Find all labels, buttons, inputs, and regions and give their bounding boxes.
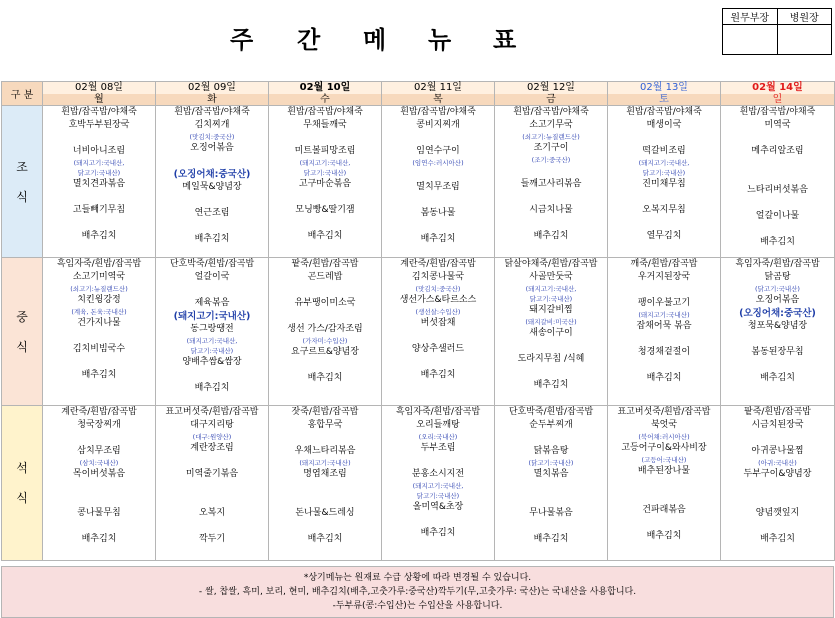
menu-item: 우거지된장국 [637,272,691,282]
origin-note: (조기:중국산) [531,156,571,164]
menu-item [495,217,607,230]
menu-item: 진미채무침 [642,179,686,189]
menu-item [43,191,155,204]
origin-note: (닭고기:국내산) [528,459,574,467]
menu-item: 닭곰탕 [764,272,791,282]
origin-note: (돼지갈비:미국산) [525,318,577,326]
menu-item: 멸치견과볶음 [72,179,126,189]
menu-item [721,197,834,210]
breakfast-row [2,106,835,258]
origin-note: (돼지고기:국내산) [173,311,251,322]
menu-item: 배추된장나물 [637,466,691,476]
menu-item: 얼갈이국 [194,272,230,282]
origin-note: (오징어채:중국산) [739,308,816,319]
menu-item: 떡갈비조림 [642,146,686,156]
menu-item [608,284,720,297]
menu-item: 메일묵&양념장 [182,182,242,192]
menu-item [382,514,494,527]
menu-item: 계란죽/흰밥/잡곡밥 [61,407,137,417]
menu-item [495,432,607,445]
gubun-label: 구 분 [2,82,43,106]
origin-note: (돼지고기:국내산, [299,159,351,167]
menu-item: 멸치볶음 [533,469,569,479]
origin-note: (맛김치:중국산) [189,133,235,141]
menu-item [43,432,155,445]
menu-item [608,191,720,204]
menu-item [721,432,834,445]
menu-item: 배추김치 [81,534,117,544]
weekly-menu-table [1,81,835,561]
menu-item: 고들빼기무침 [72,205,126,215]
menu-item: 우채느타리볶음 [294,446,356,456]
menu-item: 닭볶음탕 [533,446,569,456]
meal-label-char: 석 [16,461,28,475]
menu-item: 배추김치 [307,534,343,544]
menu-item [43,217,155,230]
meal-label-char: 조 [16,159,28,174]
menu-item: 배추김치 [760,534,795,544]
menu-item [156,520,268,533]
menu-item: 치킨윙강정 [77,295,121,305]
menu-item [495,494,607,507]
menu-cell [269,258,382,406]
menu-item: 양상추샐러드 [411,344,465,354]
menu-item [269,432,381,445]
menu-item: 소고기무국 [529,120,573,130]
menu-item: 고등어구이&와사비장 [621,443,707,453]
menu-item [43,494,155,507]
menu-item: 오리들깨탕 [416,420,460,430]
menu-cell [269,406,382,561]
menu-item: 단호박죽/흰밥/잡곡밥 [169,259,255,269]
menu-cell [608,406,721,561]
menu-cell [495,406,608,561]
menu-item: 배추김치 [420,528,456,538]
menu-item: 열무김치 [646,231,682,241]
menu-item: 배추김치 [760,237,795,247]
menu-item [608,359,720,372]
menu-item [156,194,268,207]
menu-item [495,340,607,353]
menu-cell [156,258,269,406]
menu-item: 새송이구이 [529,328,573,338]
menu-item: 고구마순볶음 [298,179,352,189]
menu-item [721,223,834,236]
origin-note: (맛김치:중국산) [415,285,461,293]
origin-note: (임연수:러시아산) [412,159,464,167]
menu-item: 흑임자죽/흰밥/잡곡밥 [56,259,142,269]
menu-item [382,455,494,468]
menu-item: 오징어볶음 [755,295,800,305]
origin-note: (돼지고기:국내산, [638,159,690,167]
approval-header-director: 병원장 [777,9,832,25]
menu-item: 미트볼피망조림 [294,146,356,156]
origin-note: (돼지고기:국내산, [412,482,464,490]
title-char: 표 [493,26,517,54]
menu-item [721,481,834,494]
menu-item: 도라지무침 /식혜 [517,354,585,364]
approval-sign-manager[interactable] [723,25,778,55]
menu-item: 연근조림 [194,208,230,218]
menu-item [156,494,268,507]
origin-note: (돼지고기:국내산, [73,159,125,167]
menu-item: 생선 가스/감자조림 [287,324,363,334]
menu-item: 팽이우불고기 [637,298,691,308]
origin-note: 닭고기:국내산) [529,295,573,303]
origin-note: (아귀:국내산) [758,459,797,467]
menu-item: 목이버섯볶음 [72,469,126,479]
origin-note: (북어채:러시아산) [638,433,690,441]
origin-note: (삼치:국내산) [79,459,119,467]
menu-item: 오징어볶음 [190,143,234,153]
menu-item: 배추김치 [646,373,682,383]
menu-item: 동그랑땡전 [190,324,234,334]
menu-item [43,520,155,533]
page-title [200,20,560,58]
menu-item: 유부땡이미소국 [294,298,356,308]
menu-item [382,356,494,369]
menu-item [43,481,155,494]
menu-item: 배추김치 [533,534,569,544]
menu-item [495,165,607,178]
menu-item [495,520,607,533]
origin-note: (돼지고기:국내산, [525,285,577,293]
menu-item [721,132,834,145]
menu-cell [721,406,835,561]
footer-note: *상기메뉴는 원재료 수급 상황에 따라 변경될 수 있습니다. [303,573,532,583]
menu-item: 잡채어묵 볶음 [636,321,692,331]
menu-item: 요구르트&양념장 [291,347,359,357]
menu-item: 계란장조림 [190,443,234,453]
menu-item: 흰밥/잡곡밥/야채죽 [400,107,476,117]
menu-item: 모닝빵&딸기잼 [295,205,355,215]
menu-item: 흰밥/잡곡밥/야채죽 [626,107,702,117]
menu-item [156,284,268,297]
meal-label-char: 식 [16,189,28,204]
menu-item [721,333,834,346]
menu-item: 단호박죽/흰밥/잡곡밥 [508,407,594,417]
menu-cell [43,258,156,406]
day-header-row [2,82,835,106]
footer-notes [1,566,834,618]
menu-item [608,478,720,491]
menu-item: 계란죽/흰밥/잡곡밥 [400,259,476,269]
menu-item: 무채들깨국 [303,120,347,130]
menu-item: 깍두기 [198,534,226,544]
menu-item: 배추김치 [760,373,795,383]
day-header-sunday: 02월 14일 일 [721,82,835,106]
menu-item: 조기구이 [533,143,569,153]
menu-cell [608,106,721,258]
menu-item: 콩나물무침 [77,508,121,518]
menu-item [608,491,720,504]
menu-item: 제육볶음 [194,298,230,308]
menu-item: 소고기미역국 [72,272,126,282]
menu-item: 흑임자죽/흰밥/잡곡밥 [395,407,481,417]
menu-item [721,158,834,171]
menu-item: 배추김치 [307,373,343,383]
menu-item: 버섯잡채 [420,318,456,328]
title-char: 간 [297,26,321,54]
origin-note: 닭고기:국내산) [77,169,121,177]
day-header: 02월 11일 목 [382,82,495,106]
menu-item: 생선가스&타르소스 [399,295,477,305]
origin-note: (오징어채:중국산) [173,169,251,180]
menu-item: 깨죽/흰밥/잡곡밥 [630,259,698,269]
menu-cell [43,406,156,561]
meal-label-char: 식 [16,339,28,354]
menu-cell [495,106,608,258]
title-char: 뉴 [428,26,452,54]
day-header: 02월 09일 화 [156,82,269,106]
origin-note: (돼지고기:국내산) [638,311,690,319]
menu-item: 건파래볶음 [642,505,686,515]
origin-note: (고등어:국내산) [641,456,687,464]
menu-item: 배추김치 [307,231,343,241]
menu-item [495,191,607,204]
menu-item [156,220,268,233]
menu-item: 아귀콩나물찜 [751,446,804,456]
menu-item [156,155,268,168]
menu-item [269,191,381,204]
menu-item: 너비아니조림 [72,146,126,156]
menu-item [608,132,720,145]
meal-label-char: 식 [16,491,28,505]
menu-item [43,330,155,343]
menu-item: 표고버섯죽/흰밥/잡곡밥 [617,407,711,417]
menu-item: 올미역&초장 [412,502,464,512]
menu-cell [721,106,835,258]
menu-cell [382,258,495,406]
title-char: 주 [230,26,254,54]
menu-item: 청포묵&양념장 [747,321,808,331]
menu-item: 미역국 [764,120,791,130]
dinner-row [2,406,835,561]
menu-item: 청국장찌개 [77,420,121,430]
day-header-saturday: 02월 13일 토 [608,82,721,106]
approval-sign-director[interactable] [777,25,832,55]
menu-item: 콩비지찌개 [416,120,460,130]
menu-item [43,356,155,369]
menu-cell [156,106,269,258]
meal-label [2,106,43,258]
menu-item: 삼치무조림 [77,446,121,456]
origin-note: 닭고기:국내산) [416,492,460,500]
day-header: 02월 12일 금 [495,82,608,106]
origin-note: (생선살:수입산) [415,308,461,316]
menu-item [269,494,381,507]
menu-item [721,494,834,507]
menu-item [156,455,268,468]
menu-item: 메추리알조림 [751,146,804,156]
menu-item [382,194,494,207]
menu-item: 북엇국 [650,420,678,430]
menu-item: 팥죽/흰밥/잡곡밥 [744,407,811,417]
menu-item: 시금치나물 [529,205,573,215]
menu-item: 배추김치 [420,234,456,244]
menu-item [382,132,494,145]
menu-item: 홍합무국 [307,420,343,430]
menu-item: 닭살야채죽/흰밥/잡곡밥 [504,259,598,269]
menu-item [269,284,381,297]
menu-item [382,220,494,233]
menu-item: 표고버섯죽/흰밥/잡곡밥 [165,407,259,417]
menu-item: 미역줄기볶음 [185,469,239,479]
origin-note: 닭고기:국내산) [303,169,347,177]
origin-note: (쇠고기:뉴질랜드산) [522,133,580,141]
menu-item: 김치콩나물국 [411,272,465,282]
menu-item: 사골만둣국 [529,272,573,282]
menu-item: 오복지 [198,508,226,518]
menu-item: 흰밥/잡곡밥/야채죽 [174,107,250,117]
menu-item: 느타리버섯볶음 [747,185,808,195]
menu-cell [269,106,382,258]
menu-item [382,330,494,343]
menu-item [608,333,720,346]
menu-item [721,520,834,533]
menu-item: 들깨고사리볶음 [520,179,582,189]
menu-cell [156,406,269,561]
menu-item [608,517,720,530]
menu-item: 분홍소시지전 [411,469,465,479]
menu-item: 곤드레밥 [307,272,343,282]
menu-item: 배추김치 [646,531,682,541]
menu-item [269,217,381,230]
menu-item [156,369,268,382]
lunch-row [2,258,835,406]
menu-item: 시금치된장국 [751,420,804,430]
origin-note: 닭고기:국내산) [642,169,686,177]
menu-item: 흰밥/잡곡밥/야채죽 [61,107,137,117]
approval-header-manager: 원무부장 [723,9,778,25]
menu-item: 배추김치 [81,231,117,241]
menu-item: 멸치무조림 [416,182,460,192]
menu-item: 흰밥/잡곡밥/야채죽 [739,107,816,117]
menu-item: 봄동나물 [420,208,456,218]
menu-cell [382,106,495,258]
menu-item: 흰밥/잡곡밥/야채죽 [513,107,589,117]
menu-item: 김치비빔국수 [72,344,126,354]
menu-item: 흑임자죽/흰밥/잡곡밥 [735,259,820,269]
menu-item: 오복지무침 [642,205,686,215]
menu-item: 봄동된장무침 [751,347,804,357]
menu-item [495,481,607,494]
menu-item [608,217,720,230]
approval-box [722,8,832,55]
menu-cell [495,258,608,406]
menu-item: 청경채겉절이 [637,347,691,357]
menu-item: 건가지나물 [77,318,121,328]
menu-item [269,481,381,494]
origin-note: (계육, 돈육:국내산) [71,308,127,316]
title-char: 메 [363,26,387,54]
menu-cell [382,406,495,561]
menu-item: 배추김치 [81,370,117,380]
menu-item: 배추김치 [194,234,230,244]
menu-item [43,132,155,145]
origin-note: (돼지고기:국내산) [299,459,351,467]
menu-item: 순두부찌개 [529,420,573,430]
menu-cell [608,258,721,406]
origin-note: (오리:국내산) [418,433,458,441]
origin-note: (쇠고기:뉴질랜드산) [70,285,128,293]
menu-item: 양배추쌈&쌈장 [182,357,242,367]
menu-item: 흰밥/잡곡밥/야채죽 [287,107,363,117]
menu-item: 무나물볶음 [529,508,573,518]
menu-item: 배추김치 [533,380,569,390]
menu-item: 김치찌개 [194,120,230,130]
menu-item: 배추김치 [420,370,456,380]
origin-note: (가자미:수입산) [302,337,348,345]
menu-item [721,171,834,184]
menu-item: 두부구이&양념장 [743,469,812,479]
menu-item: 임연수구이 [416,146,460,156]
day-header: 02월 08일 월 [43,82,156,106]
menu-item [269,310,381,323]
menu-item [269,359,381,372]
origin-note: (돼지고기:국내산, [186,337,238,345]
menu-item [495,366,607,379]
day-header: 02월 10일 수 [269,82,382,106]
menu-item [721,359,834,372]
menu-item: 잣죽/흰밥/잡곡밥 [291,407,359,417]
menu-item [269,520,381,533]
footer-note: - 쌀, 찹쌀, 흑미, 보리, 현미, 배추김치(배추,고춧가루:중국산)깍두기(무,고춧가루: 국산)는 국내산을 사용합니다. [198,587,637,597]
meal-label [2,406,43,561]
meal-label-char: 중 [16,309,28,324]
menu-cell [721,258,835,406]
menu-item: 돈나물&드레싱 [295,508,355,518]
menu-item: 양념깻잎지 [755,508,800,518]
menu-item: 매생이국 [646,120,682,130]
menu-item: 돼지갈비찜 [529,305,573,315]
menu-item: 대구지리탕 [190,420,234,430]
origin-note: (닭고기:국내산) [755,285,800,293]
menu-item [382,168,494,181]
menu-item [156,481,268,494]
origin-note: 닭고기:국내산) [190,347,234,355]
menu-item: 배추김치 [533,231,569,241]
origin-note: (대구:원양산) [192,433,232,441]
menu-item: 배추김치 [194,383,230,393]
menu-item: 두부조림 [420,443,456,453]
menu-cell [43,106,156,258]
menu-item: 호박두부된장국 [68,120,130,130]
menu-item: 얼갈이나물 [755,211,800,221]
menu-item: 명엽채조림 [303,469,347,479]
meal-label [2,258,43,406]
menu-item [269,132,381,145]
footer-note: -두부류(콩:수입산)는 수입산을 사용합니다. [332,601,503,611]
menu-item: 팥죽/흰밥/잡곡밥 [291,259,359,269]
